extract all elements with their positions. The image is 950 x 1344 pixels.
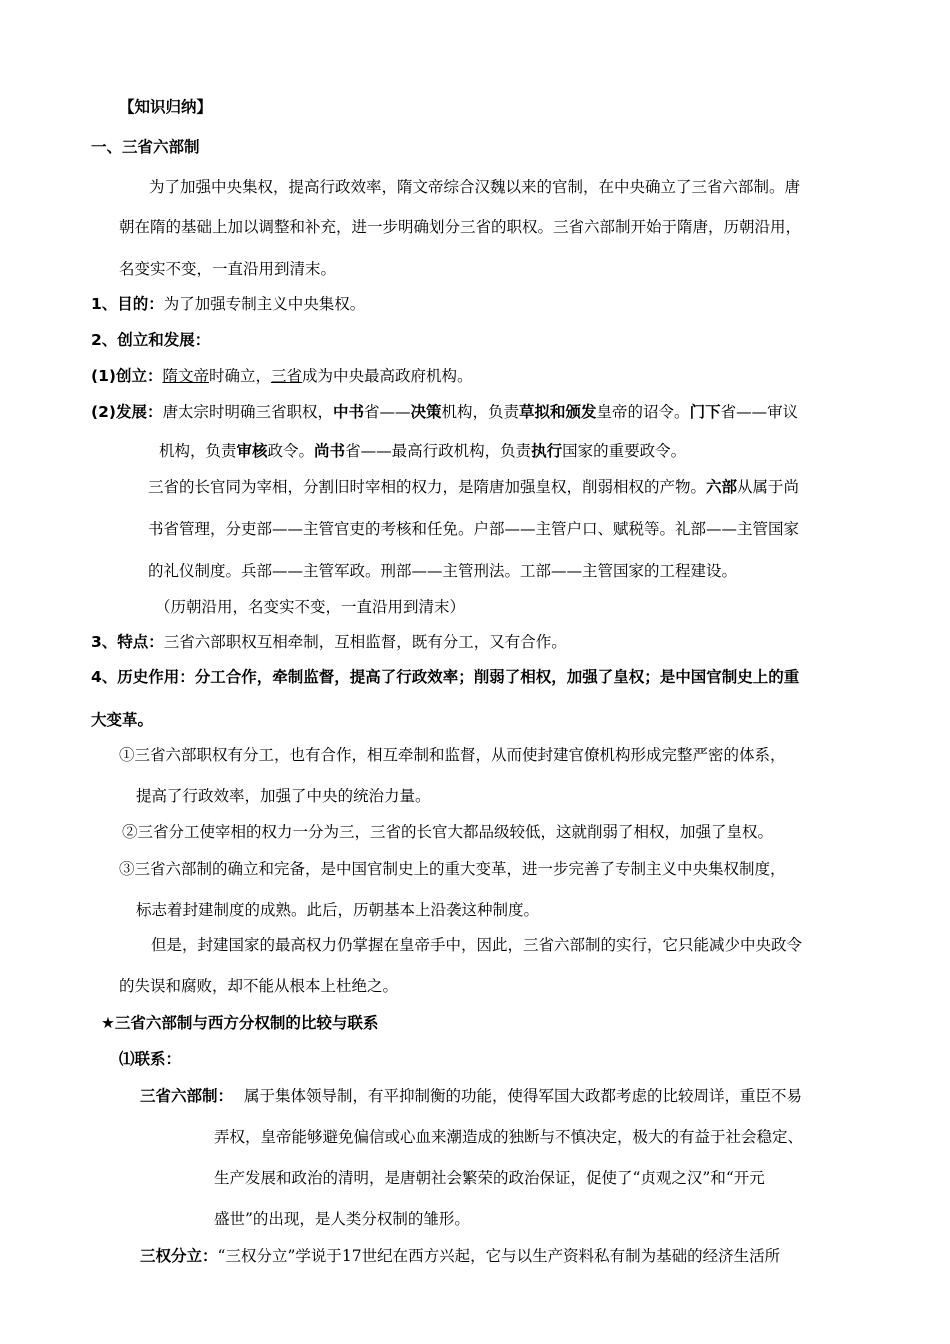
dev-l3-t1: 三省的长官同为宰相，分割旧时宰相的权力，是隋唐加强皇权，削弱相权的产物。 <box>148 478 707 496</box>
term-zhixing: 执行 <box>531 442 563 460</box>
term-shangshu: 尚书 <box>314 442 346 460</box>
sansheng-line-1: 属于集体领导制，有平抑制衡的功能，使得军国大政都考虑的比较周详，重臣不易 <box>244 1087 803 1105</box>
founding-label: 2、创立和发展： <box>91 331 211 349</box>
intro-line-3: 名变实不变，一直沿用到清末。 <box>119 260 337 278</box>
dev-l1-t5: 省——审议 <box>720 403 799 421</box>
term-shenhe: 审核 <box>236 442 268 460</box>
compare-title: ★三省六部制与西方分权制的比较与联系 <box>101 1014 379 1032</box>
dev-line-6: （历朝沿用，名变实不变，一直沿用到清末） <box>155 598 466 616</box>
features-text: 三省六部职权互相牵制，互相监督，既有分工，又有合作。 <box>163 633 567 651</box>
features-label: 3、特点： <box>91 633 164 651</box>
purpose-label: 1、目的： <box>91 295 164 313</box>
emperor-sui-wendi: 隋文帝 <box>162 367 209 385</box>
purpose-text: 为了加强专制主义中央集权。 <box>163 295 366 313</box>
dev-line-3 <box>148 477 799 497</box>
dev-l2-t3: 省——最高行政机构，负责 <box>345 442 532 460</box>
role-point-4a: 但是，封建国家的最高权力仍掌握在皇帝手中，因此，三省六部制的实行，它只能减少中央政令 <box>151 936 803 954</box>
sansheng-label: 三省六部制： <box>140 1087 234 1105</box>
dev-line-2 <box>159 441 686 461</box>
role-point-3a: ③三省六部制的确立和完备，是中国官制史上的重大变革，进一步完善了专制主义中央集权制度， <box>119 860 786 878</box>
role-point-1a: ①三省六部职权有分工，也有合作，相互牵制和监督，从而使封建官僚机构形成完整严密的体系， <box>119 746 786 764</box>
dev-label: (2)发展： <box>91 403 163 421</box>
term-menxia: 门下 <box>689 403 721 421</box>
intro-line-2: 朝在隋的基础上加以调整和补充，进一步明确划分三省的职权。三省六部制开始于隋唐，历朝沿用， <box>119 218 802 236</box>
sanquan-line <box>140 1246 780 1266</box>
dev-l1-t2: 省—— <box>363 403 411 421</box>
heading-knowledge-summary: 【知识归纳】 <box>119 98 213 116</box>
dev-l2-t4: 国家的重要政令。 <box>562 442 687 460</box>
role-point-4b: 的失误和腐败，却不能从根本上杜绝之。 <box>119 977 399 995</box>
term-juece: 决策 <box>410 403 442 421</box>
features-line <box>91 632 567 652</box>
intro-line-1: 为了加强中央集权，提高行政效率，隋文帝综合汉魏以来的官制，在中央确立了三省六部制。唐 <box>149 178 801 196</box>
created-text-end: 成为中央最高政府机构。 <box>302 367 473 385</box>
sanquan-text: “三权分立”学说于17世纪在西方兴起，它与以生产资料私有制为基础的经济生活所 <box>217 1247 781 1265</box>
dev-line-5: 的礼仪制度。兵部——主管军政。刑部——主管刑法。工部——主管国家的工程建设。 <box>148 562 738 580</box>
role-point-2: ②三省分工使宰相的权力一分为三，三省的长官大都品级较低，这就削弱了相权，加强了皇权。 <box>122 823 774 841</box>
dev-l2-t1: 机构，负责 <box>159 442 237 460</box>
term-caoni: 草拟和颁发 <box>519 403 597 421</box>
term-zhongshu: 中书 <box>332 403 364 421</box>
dev-l2-t2: 政令。 <box>267 442 315 460</box>
purpose-line <box>91 294 365 314</box>
sansheng-line-4: 盛世”的出现，是人类分权制的雏形。 <box>214 1210 470 1228</box>
sansheng-line-2: 弄权，皇帝能够避免偏信或心血来潮造成的独断与不慎决定，极大的有益于社会稳定、 <box>214 1128 804 1146</box>
created-text-mid: 时确立， <box>208 367 271 385</box>
dev-l3-t2: 从属于尚 <box>737 478 800 496</box>
dev-l1-t4: 皇帝的诏令。 <box>596 403 690 421</box>
sansheng-line-3: 生产发展和政治的清明，是唐朝社会繁荣的政治保证，促使了“贞观之汉”和“开元 <box>214 1169 765 1187</box>
dev-line-1 <box>91 402 798 422</box>
link-label: ⑴联系： <box>119 1050 182 1068</box>
dev-l1-t1: 唐太宗时明确三省职权， <box>162 403 333 421</box>
sanquan-label: 三权分立： <box>140 1247 218 1265</box>
role-line-2: 大变革。 <box>91 711 154 729</box>
dev-line-4: 书省管理，分吏部——主管官吏的考核和任免。户部——主管户口、赋税等。礼部——主管国家 <box>148 520 800 538</box>
created-line <box>91 366 473 386</box>
created-label: (1)创立： <box>91 367 163 385</box>
section-title-sansheng: 一、三省六部制 <box>91 138 200 156</box>
dev-l1-t3: 机构，负责 <box>441 403 520 421</box>
three-departments: 三省 <box>270 367 302 385</box>
term-liubu: 六部 <box>706 478 738 496</box>
role-point-3b: 标志着封建制度的成熟。此后，历朝基本上沿袭这种制度。 <box>136 901 540 919</box>
role-line-1: 4、历史作用：分工合作，牵制监督，提高了行政效率；削弱了相权，加强了皇权；是中国官制史上的重 <box>91 668 800 686</box>
role-point-1b: 提高了行政效率，加强了中央的统治力量。 <box>136 787 431 805</box>
